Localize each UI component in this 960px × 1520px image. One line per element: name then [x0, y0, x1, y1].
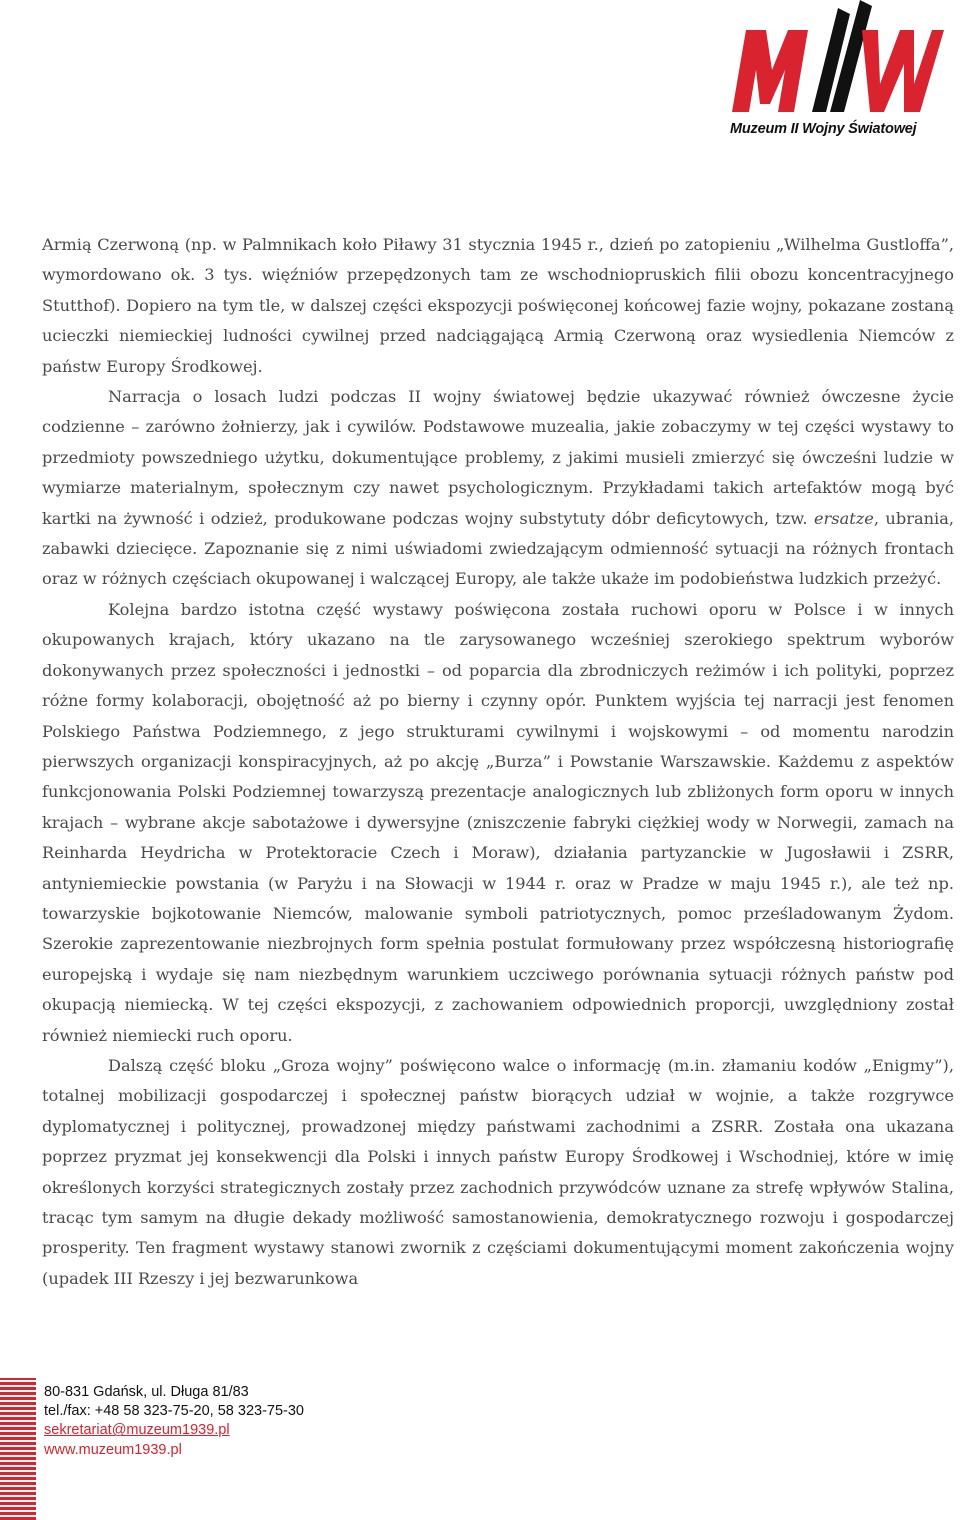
- paragraph-2-text-a: Narracja o losach ludzi podczas II wojny światowej będzie ukazywać również ówczesne życie codzienne – zarówno żołnierzy, jak i cywilów. Podstawowe muzealia, jakie zobaczymy w tej części wystawy to przedmioty powszedniego użytku, dokumentujące problemy, z jakimi musieli zmierzyć się ówcześni ludzie w wymiarze materialnym, społecznym czy nawet psychologicznym. Przykładami takich artefaktów mogą być kartki na żywność i odzież, produkowane podczas wojny substytuty dóbr deficytowych, tzw.: [42, 387, 954, 528]
- footer-contact: [44, 1383, 304, 1460]
- footer-email-link[interactable]: sekretariat@muzeum1939.pl: [44, 1422, 230, 1439]
- paragraph-1: [42, 230, 954, 382]
- footer-phone: tel./fax: +48 58 323-75-20, 58 323-75-30: [44, 1403, 304, 1420]
- paragraph-2: [42, 382, 954, 595]
- paragraph-3-text: Kolejna bardzo istotna część wystawy poświęcona została ruchowi oporu w Polsce i w innych okupowanych krajach, który ukazano na tle zarysowanego wcześniej szerokiego spektrum wyborów dokonywanych przez społeczności i jednostki – od poparcia dla zbrodniczych reżimów i ich polityki, poprzez różne formy kolaboracji, obojętność aż po bierny i czynny opór. Punktem wyjścia tej narracji jest fenomen Polskiego Państwa Podziemnego, z jego strukturami cywilnymi i wojskowymi – od momentu narodzin pierwszych organizacji konspiracyjnych, aż po akcję „Burza” i Powstanie Warszawskie. Każdemu z aspektów funkcjonowania Polski Podziemnej towarzyszą prezentacje analogicznych lub zbliżonych form oporu w innych krajach – wybrane akcje sabotażowe i dywersyjne (zniszczenie fabryki ciężkiej wody w Norwegii, zamach na Reinharda Heydricha w Protektoracie Czech i Moraw), działania partyzanckie w Jugosławii i ZSRR, antyniemieckie powstania (w Paryżu i na Słowacji w 1944 r. oraz w Pradze w maju 1945 r.), ale też np. towarzyskie bojkotowanie Niemców, malowanie symboli patriotycznych, pomoc prześladowanym Żydom. Szerokie zaprezentowanie niezbrojnych form spełnia postulat formułowany przez współczesną historiografię europejską i wydaje się nam niezbędnym warunkiem uczciwego porównania sytuacji różnych państw pod okupacją niemiecką. W tej części ekspozycji, z zachowaniem odpowiednich proporcji, uwzględniony został również niemiecki ruch oporu.: [42, 599, 954, 1045]
- paragraph-2-emphasis: ersatze: [813, 508, 874, 528]
- footer-website[interactable]: www.muzeum1939.pl: [44, 1441, 182, 1458]
- footer-decorative-bar: [0, 1378, 36, 1520]
- paragraph-4: [42, 1051, 954, 1294]
- footer-address: 80-831 Gdańsk, ul. Długa 81/83: [44, 1384, 249, 1400]
- logo-caption: Muzeum II Wojny Światowej: [730, 121, 917, 137]
- paragraph-3: [42, 595, 954, 1051]
- document-body: [42, 230, 954, 1294]
- paragraph-2-text-b: , ubrania, zabawki dziecięce. Zapoznanie się z nimi uświadomi zwiedzającym odmienność sytuacji na różnych frontach oraz w różnych częściach okupowanej i walczącej Europy, ale także ukaże im podobieństwa ludzkich przeżyć.: [42, 508, 954, 589]
- paragraph-4-text: Dalszą część bloku „Groza wojny” poświęcono walce o informację (m.in. złamaniu kodów „Enigmy”), totalnej mobilizacji gospodarczej i społecznej państw biorących udział w wojnie, a także rozgrywce dyplomatycznej i politycznej, prowadzonej między państwami zachodnimi a ZSRR. Została ona ukazana poprzez pryzmat jej konsekwencji dla Polski i innych państw Europy Środkowej i Wschodniej, które w imię określonych korzyści strategicznych zostały przez zachodnich przywódców uznane za strefę wpływów Stalina, tracąc tym samym na długie dekady możliwość samostanowienia, demokratycznego rozwoju i gospodarczej prosperity. Ten fragment wystawy stanowi zwornik z częściami dokumentującymi moment zakończenia wojny (upadek III Rzeszy i jej bezwarunkowa: [42, 1055, 954, 1288]
- museum-logo: [722, 0, 944, 140]
- paragraph-1-text: Armią Czerwoną (np. w Palmnikach koło Piławy 31 stycznia 1945 r., dzień po zatopieniu „Wilhelma Gustloffa”, wymordowano ok. 3 tys. więźniów przepędzonych tam ze wschodniopruskich filii obozu koncentracyjnego Stutthof). Dopiero na tym tle, w dalszej części ekspozycji poświęconej końcowej fazie wojny, pokazane zostaną ucieczki niemieckiej ludności cywilnej przed nadciągającą Armią Czerwoną oraz wysiedlenia Niemców z państw Europy Środkowej.: [42, 235, 954, 376]
- logo-mark-icon: [722, 0, 944, 120]
